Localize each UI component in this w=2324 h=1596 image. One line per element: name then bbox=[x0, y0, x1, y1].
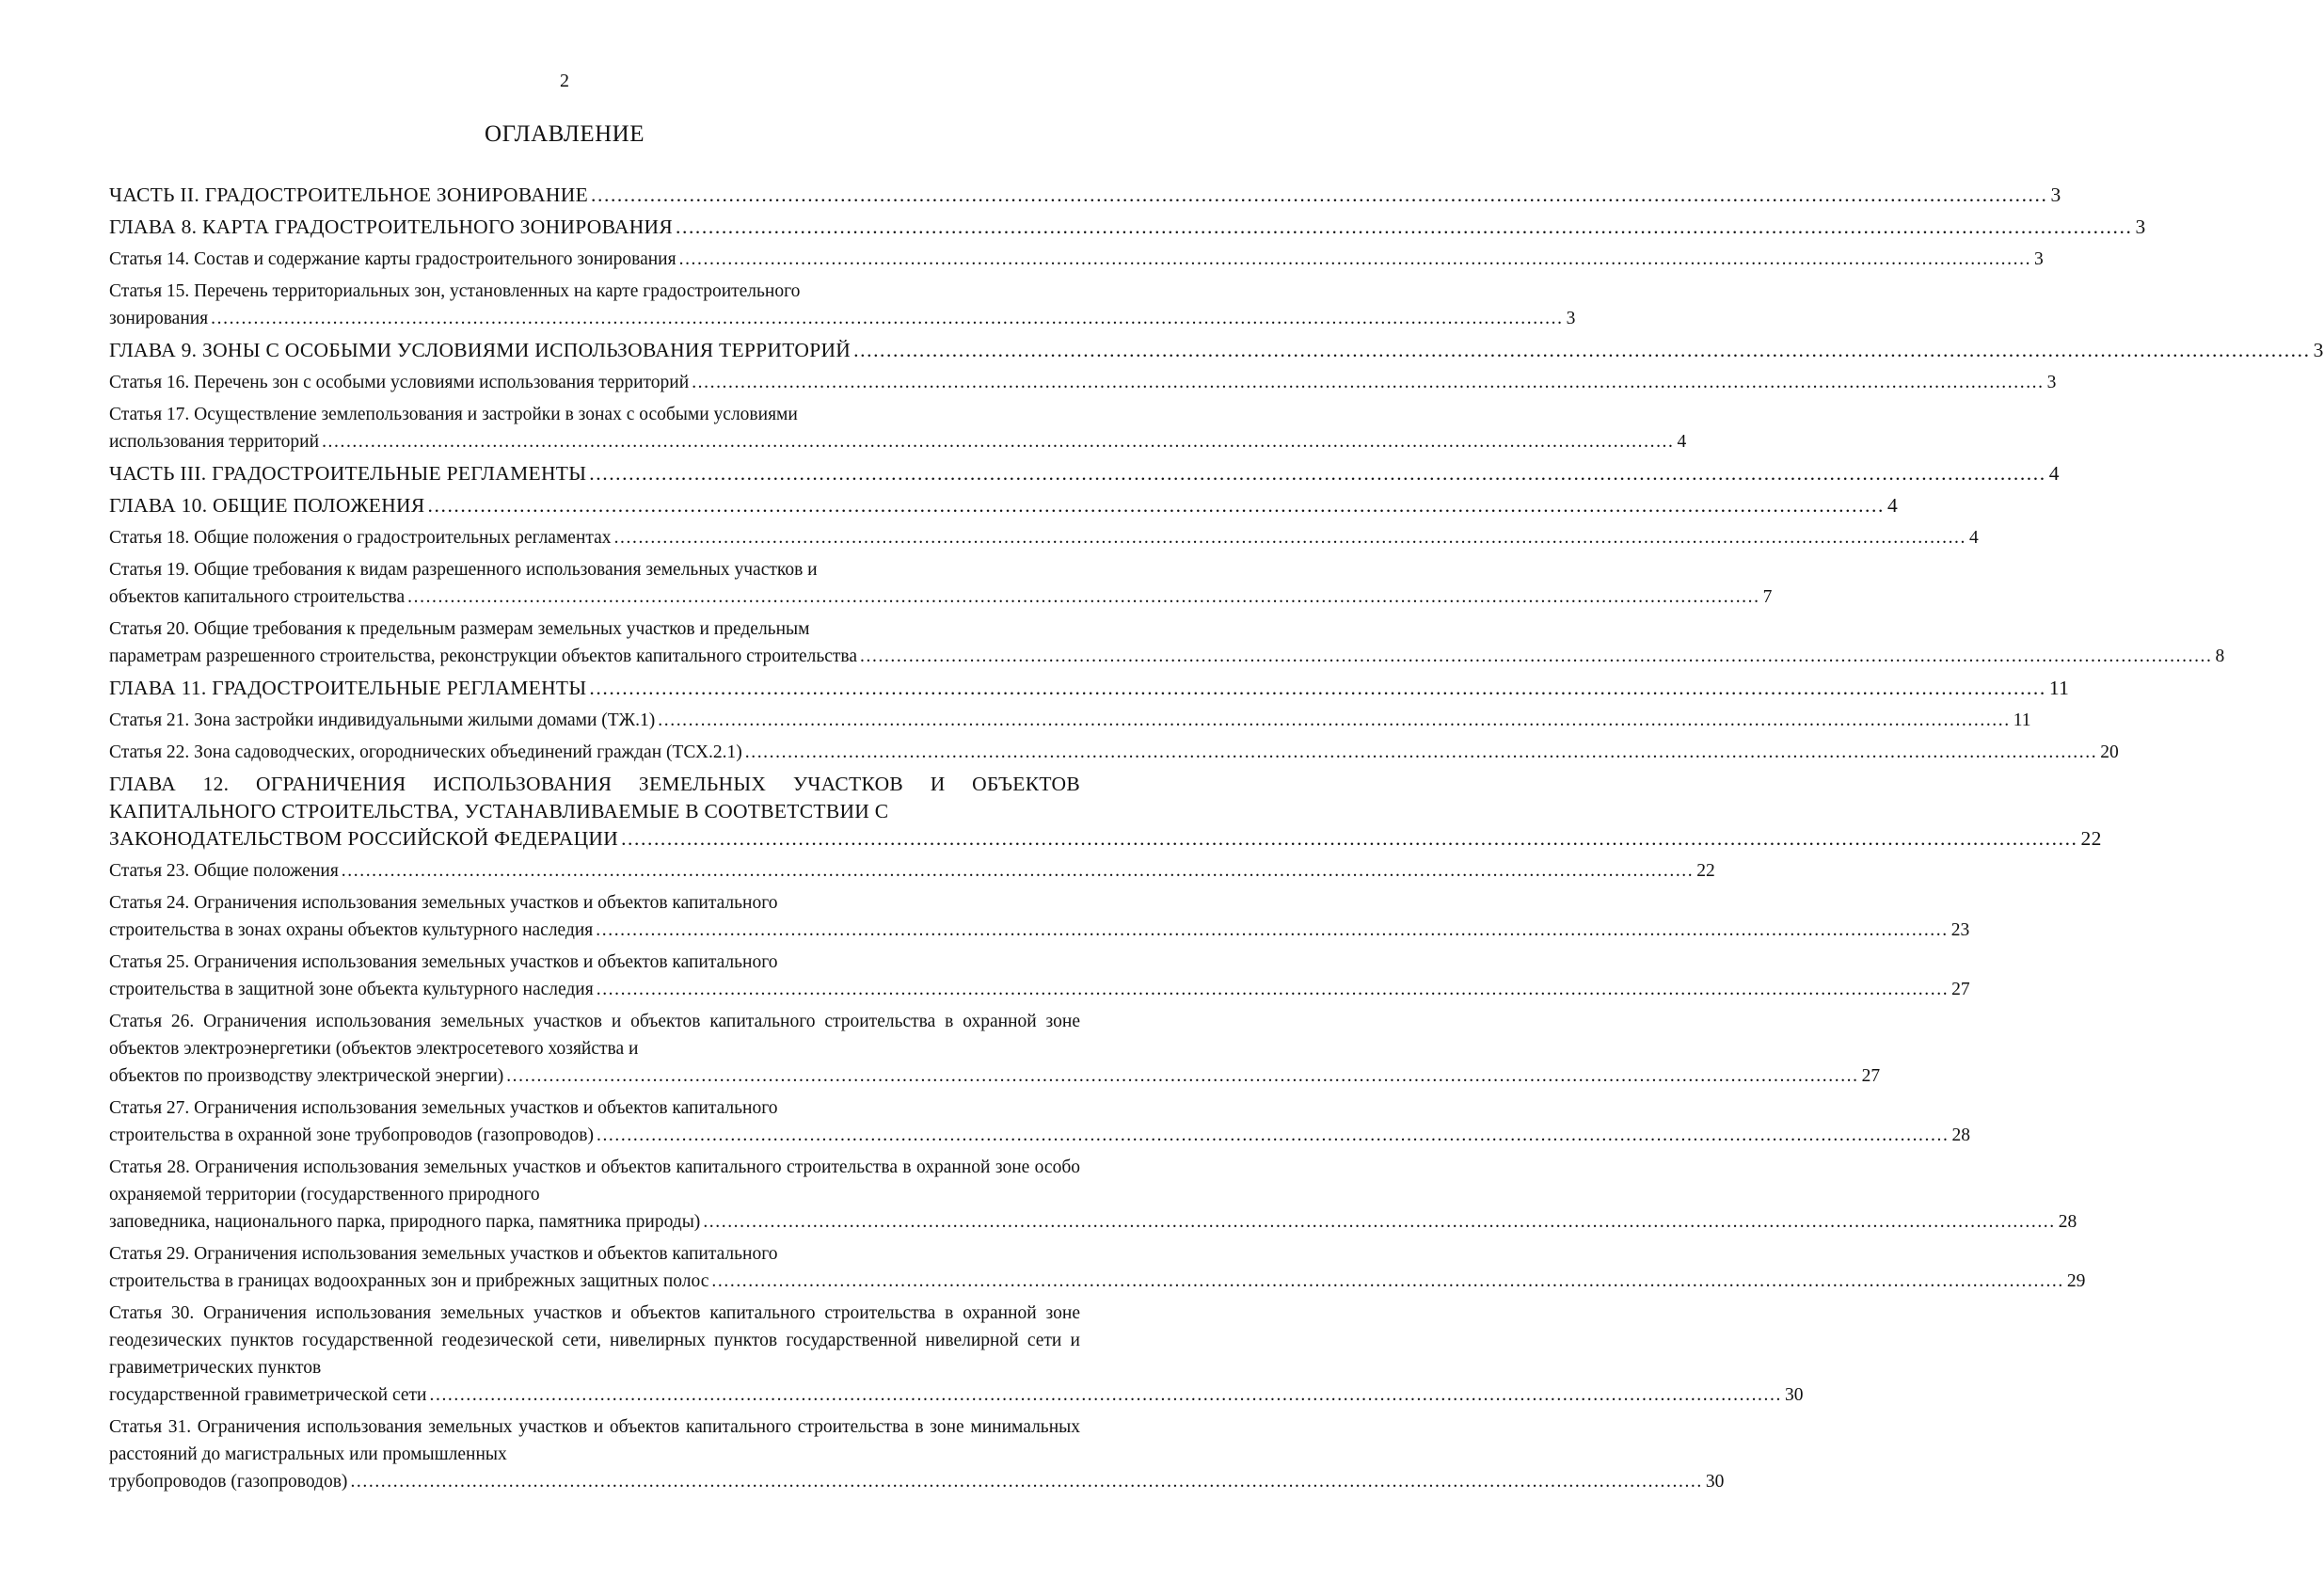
toc-entry-line bbox=[109, 524, 1979, 551]
toc-entry-title: ГЛАВА 11. ГРАДОСТРОИТЕЛЬНЫЕ РЕГЛАМЕНТЫ bbox=[109, 677, 587, 699]
toc-entry-title: строительства в границах водоохранных зон и прибрежных защитных полос bbox=[109, 1271, 709, 1291]
toc-entry bbox=[109, 889, 1970, 944]
toc-entry-text: Статья 15. Перечень территориальных зон, установленных на карте градостроительного bbox=[109, 281, 801, 301]
toc-page-number: 22 bbox=[2080, 827, 2102, 850]
toc-entry-line bbox=[109, 460, 2060, 487]
toc-entry-line bbox=[109, 739, 2119, 766]
toc-page-number: 4 bbox=[1969, 528, 1979, 548]
toc-title: ОГЛАВЛЕНИЕ bbox=[485, 121, 645, 147]
toc-entry bbox=[109, 1413, 1725, 1495]
toc-page-number: 11 bbox=[2013, 710, 2031, 730]
toc-entry-title: Статья 18. Общие положения о градостроительных регламентах bbox=[109, 528, 612, 548]
toc-entry-text: Статья 20. Общие требования к предельным размерам земельных участков и предельным bbox=[109, 619, 810, 639]
toc-page-number: 4 bbox=[1886, 494, 1899, 517]
toc-entry bbox=[109, 182, 2061, 209]
toc-entry bbox=[109, 857, 1715, 885]
toc-entry-title: ЧАСТЬ III. ГРАДОСТРОИТЕЛЬНЫЕ РЕГЛАМЕНТЫ bbox=[109, 462, 587, 485]
dot-leader bbox=[853, 337, 2310, 364]
toc-entry-text: Статья 19. Общие требования к видам разрешенного использования земельных участков и bbox=[109, 560, 818, 580]
toc-page-number: 8 bbox=[2215, 646, 2225, 666]
toc-entry-line bbox=[109, 917, 1970, 944]
toc-page-number: 11 bbox=[2048, 677, 2070, 699]
page-number: 2 bbox=[560, 71, 569, 91]
toc-entry bbox=[109, 214, 2146, 241]
toc-page-number: 3 bbox=[2046, 373, 2057, 392]
toc-entry-title: использования территорий bbox=[109, 432, 320, 452]
toc-page-number: 3 bbox=[2034, 249, 2044, 269]
toc-entry bbox=[109, 1240, 2086, 1295]
toc-page-number: 3 bbox=[2050, 184, 2061, 206]
dot-leader bbox=[350, 1468, 1702, 1495]
toc-entry-line bbox=[109, 976, 1970, 1003]
toc-entry-text: Статья 27. Ограничения использования земельных участков и объектов капитального bbox=[109, 1098, 778, 1118]
toc-entry-text: Статья 29. Ограничения использования земельных участков и объектов капитального bbox=[109, 1244, 778, 1264]
toc-entry-title: заповедника, национального парка, природного парка, памятника природы) bbox=[109, 1212, 701, 1232]
toc-entry-title: ЧАСТЬ II. ГРАДОСТРОИТЕЛЬНОЕ ЗОНИРОВАНИЕ bbox=[109, 184, 589, 206]
toc-entry-line bbox=[109, 825, 2102, 853]
toc-entry-title: Статья 14. Состав и содержание карты градостроительного зонирования bbox=[109, 249, 677, 269]
toc-entry-title: государственной гравиметрической сети bbox=[109, 1385, 427, 1405]
toc-entry-text: Статья 25. Ограничения использования земельных участков и объектов капитального bbox=[109, 952, 778, 972]
toc-entry-line bbox=[109, 246, 2044, 273]
toc-entry-line bbox=[109, 1381, 1804, 1409]
dot-leader bbox=[860, 643, 2212, 670]
toc-entry-line bbox=[109, 1468, 1725, 1495]
toc-page-number: 3 bbox=[1566, 309, 1576, 328]
toc-entry-line bbox=[109, 182, 2061, 209]
toc-entry-line bbox=[109, 492, 1899, 519]
dot-leader bbox=[591, 182, 2047, 209]
toc-entry-line bbox=[109, 583, 1773, 611]
dot-leader bbox=[589, 675, 2045, 702]
toc-entry-title: Статья 21. Зона застройки индивидуальными жилыми домами (ТЖ.1) bbox=[109, 710, 656, 730]
toc-entry bbox=[109, 556, 1773, 611]
toc-page-number: 30 bbox=[1784, 1385, 1804, 1405]
dot-leader bbox=[407, 583, 1759, 611]
toc-entry-line bbox=[109, 1062, 1881, 1090]
toc-entry bbox=[109, 675, 2070, 702]
toc-page-number: 22 bbox=[1696, 861, 1715, 881]
toc-entry-line bbox=[109, 857, 1715, 885]
toc-entry-title: объектов капитального строительства bbox=[109, 587, 406, 607]
toc-entry-title: объектов по производству электрической энергии) bbox=[109, 1066, 504, 1086]
table-of-contents bbox=[109, 182, 2324, 1500]
toc-entry-line bbox=[109, 428, 1687, 455]
toc-entry-text: Статья 24. Ограничения использования земельных участков и объектов капитального bbox=[109, 893, 778, 913]
toc-entry-title: зонирования bbox=[109, 309, 209, 328]
toc-entry-line bbox=[109, 1122, 1970, 1149]
toc-page-number: 29 bbox=[2066, 1271, 2086, 1291]
toc-entry-text: Статья 26. Ограничения использования земельных участков и объектов капитального строительства в охранной зоне объектов электроэнергетики (объектов электросетевого хозяйства и bbox=[109, 1012, 1080, 1059]
dot-leader bbox=[597, 976, 1949, 1003]
dot-leader bbox=[342, 857, 1694, 885]
toc-page-number: 27 bbox=[1861, 1066, 1881, 1086]
dot-leader bbox=[322, 428, 1674, 455]
toc-entry bbox=[109, 246, 2044, 273]
toc-entry-title: трубопроводов (газопроводов) bbox=[109, 1472, 348, 1492]
toc-entry-line bbox=[109, 369, 2057, 396]
toc-entry bbox=[109, 1154, 2077, 1236]
toc-entry bbox=[109, 369, 2057, 396]
toc-entry bbox=[109, 492, 1899, 519]
dot-leader bbox=[597, 1122, 1949, 1149]
toc-entry bbox=[109, 949, 1970, 1003]
toc-page-number: 27 bbox=[1951, 980, 1970, 999]
dot-leader bbox=[596, 917, 1948, 944]
toc-entry-text: Статья 28. Ограничения использования земельных участков и объектов капитального строительства в охранной зоне особо охраняемой территории (государственного природного bbox=[109, 1157, 1080, 1205]
toc-entry-line bbox=[109, 1268, 2086, 1295]
toc-entry-title: параметрам разрешенного строительства, реконструкции объектов капитального строительства bbox=[109, 646, 858, 666]
toc-entry-line bbox=[109, 305, 1576, 332]
toc-entry-title: ГЛАВА 9. ЗОНЫ С ОСОБЫМИ УСЛОВИЯМИ ИСПОЛЬЗОВАНИЯ ТЕРРИТОРИЙ bbox=[109, 339, 852, 361]
toc-entry-title: строительства в охранной зоне трубопроводов (газопроводов) bbox=[109, 1125, 594, 1145]
dot-leader bbox=[676, 214, 2132, 241]
dot-leader bbox=[506, 1062, 1858, 1090]
toc-entry bbox=[109, 460, 2060, 487]
toc-entry-title: строительства в защитной зоне объекта культурного наследия bbox=[109, 980, 594, 999]
toc-entry bbox=[109, 615, 2225, 670]
toc-page-number: 23 bbox=[1950, 920, 1970, 940]
dot-leader bbox=[614, 524, 1966, 551]
toc-entry-title: строительства в зонах охраны объектов культурного наследия bbox=[109, 920, 594, 940]
toc-entry-text: Статья 30. Ограничения использования земельных участков и объектов капитального строительства в охранной зоне геодезических пунктов государственной геодезической сети, нивелирных пунктов государственной нивелирной сети и гравиметрических пунктов bbox=[109, 1303, 1080, 1378]
toc-page-number: 3 bbox=[2135, 215, 2146, 238]
toc-entry-line bbox=[109, 643, 2225, 670]
toc-entry bbox=[109, 771, 2102, 853]
toc-entry-line bbox=[109, 675, 2070, 702]
dot-leader bbox=[679, 246, 2031, 273]
dot-leader bbox=[658, 707, 2010, 734]
toc-entry-title: ГЛАВА 8. КАРТА ГРАДОСТРОИТЕЛЬНОГО ЗОНИРОВАНИЯ bbox=[109, 215, 673, 238]
toc-page-number: 4 bbox=[1677, 432, 1687, 452]
toc-entry-text: Статья 17. Осуществление землепользования и застройки в зонах с особыми условиями bbox=[109, 405, 798, 424]
dot-leader bbox=[745, 739, 2097, 766]
toc-entry bbox=[109, 401, 1687, 455]
toc-page-number: 7 bbox=[1762, 587, 1773, 607]
toc-entry-line bbox=[109, 214, 2146, 241]
dot-leader bbox=[703, 1208, 2055, 1236]
dot-leader bbox=[211, 305, 1563, 332]
toc-entry-title: ЗАКОНОДАТЕЛЬСТВОМ РОССИЙСКОЙ ФЕДЕРАЦИИ bbox=[109, 827, 619, 850]
dot-leader bbox=[692, 369, 2044, 396]
toc-page-number: 20 bbox=[2100, 742, 2119, 762]
dot-leader bbox=[589, 460, 2045, 487]
toc-entry-text: Статья 31. Ограничения использования земельных участков и объектов капитального строительства в зоне минимальных расстояний до магистральных или промышленных bbox=[109, 1417, 1080, 1464]
toc-entry-title: Статья 23. Общие положения bbox=[109, 861, 339, 881]
toc-page-number: 3 bbox=[2313, 339, 2324, 361]
toc-entry bbox=[109, 1094, 1970, 1149]
toc-page-number: 30 bbox=[1705, 1472, 1725, 1492]
toc-entry bbox=[109, 1008, 1881, 1090]
toc-page-number: 28 bbox=[2058, 1212, 2077, 1232]
toc-entry-title: Статья 16. Перечень зон с особыми условиями использования территорий bbox=[109, 373, 690, 392]
toc-entry-line bbox=[109, 337, 2324, 364]
toc-entry-line bbox=[109, 1208, 2077, 1236]
dot-leader bbox=[711, 1268, 2063, 1295]
toc-entry bbox=[109, 739, 2119, 766]
toc-entry-text: ГЛАВА 12. ОГРАНИЧЕНИЯ ИСПОЛЬЗОВАНИЯ ЗЕМЕЛЬНЫХ УЧАСТКОВ И ОБЪЕКТОВ КАПИТАЛЬНОГО СТРОИТЕЛЬСТВА, УСТАНАВЛИВАЕМЫЕ В СООТВЕТСТВИИ С bbox=[109, 773, 1080, 822]
toc-entry bbox=[109, 707, 2031, 734]
dot-leader bbox=[430, 1381, 1782, 1409]
toc-entry-line bbox=[109, 707, 2031, 734]
toc-entry bbox=[109, 524, 1979, 551]
toc-entry bbox=[109, 337, 2324, 364]
toc-entry bbox=[109, 278, 1576, 332]
toc-entry bbox=[109, 1300, 1804, 1409]
dot-leader bbox=[428, 492, 1885, 519]
toc-page-number: 28 bbox=[1951, 1125, 1970, 1145]
toc-entry-title: ГЛАВА 10. ОБЩИЕ ПОЛОЖЕНИЯ bbox=[109, 494, 425, 517]
toc-page-number: 4 bbox=[2048, 462, 2060, 485]
toc-entry-title: Статья 22. Зона садоводческих, огороднических объединений граждан (ТСХ.2.1) bbox=[109, 742, 742, 762]
dot-leader bbox=[621, 825, 2077, 853]
